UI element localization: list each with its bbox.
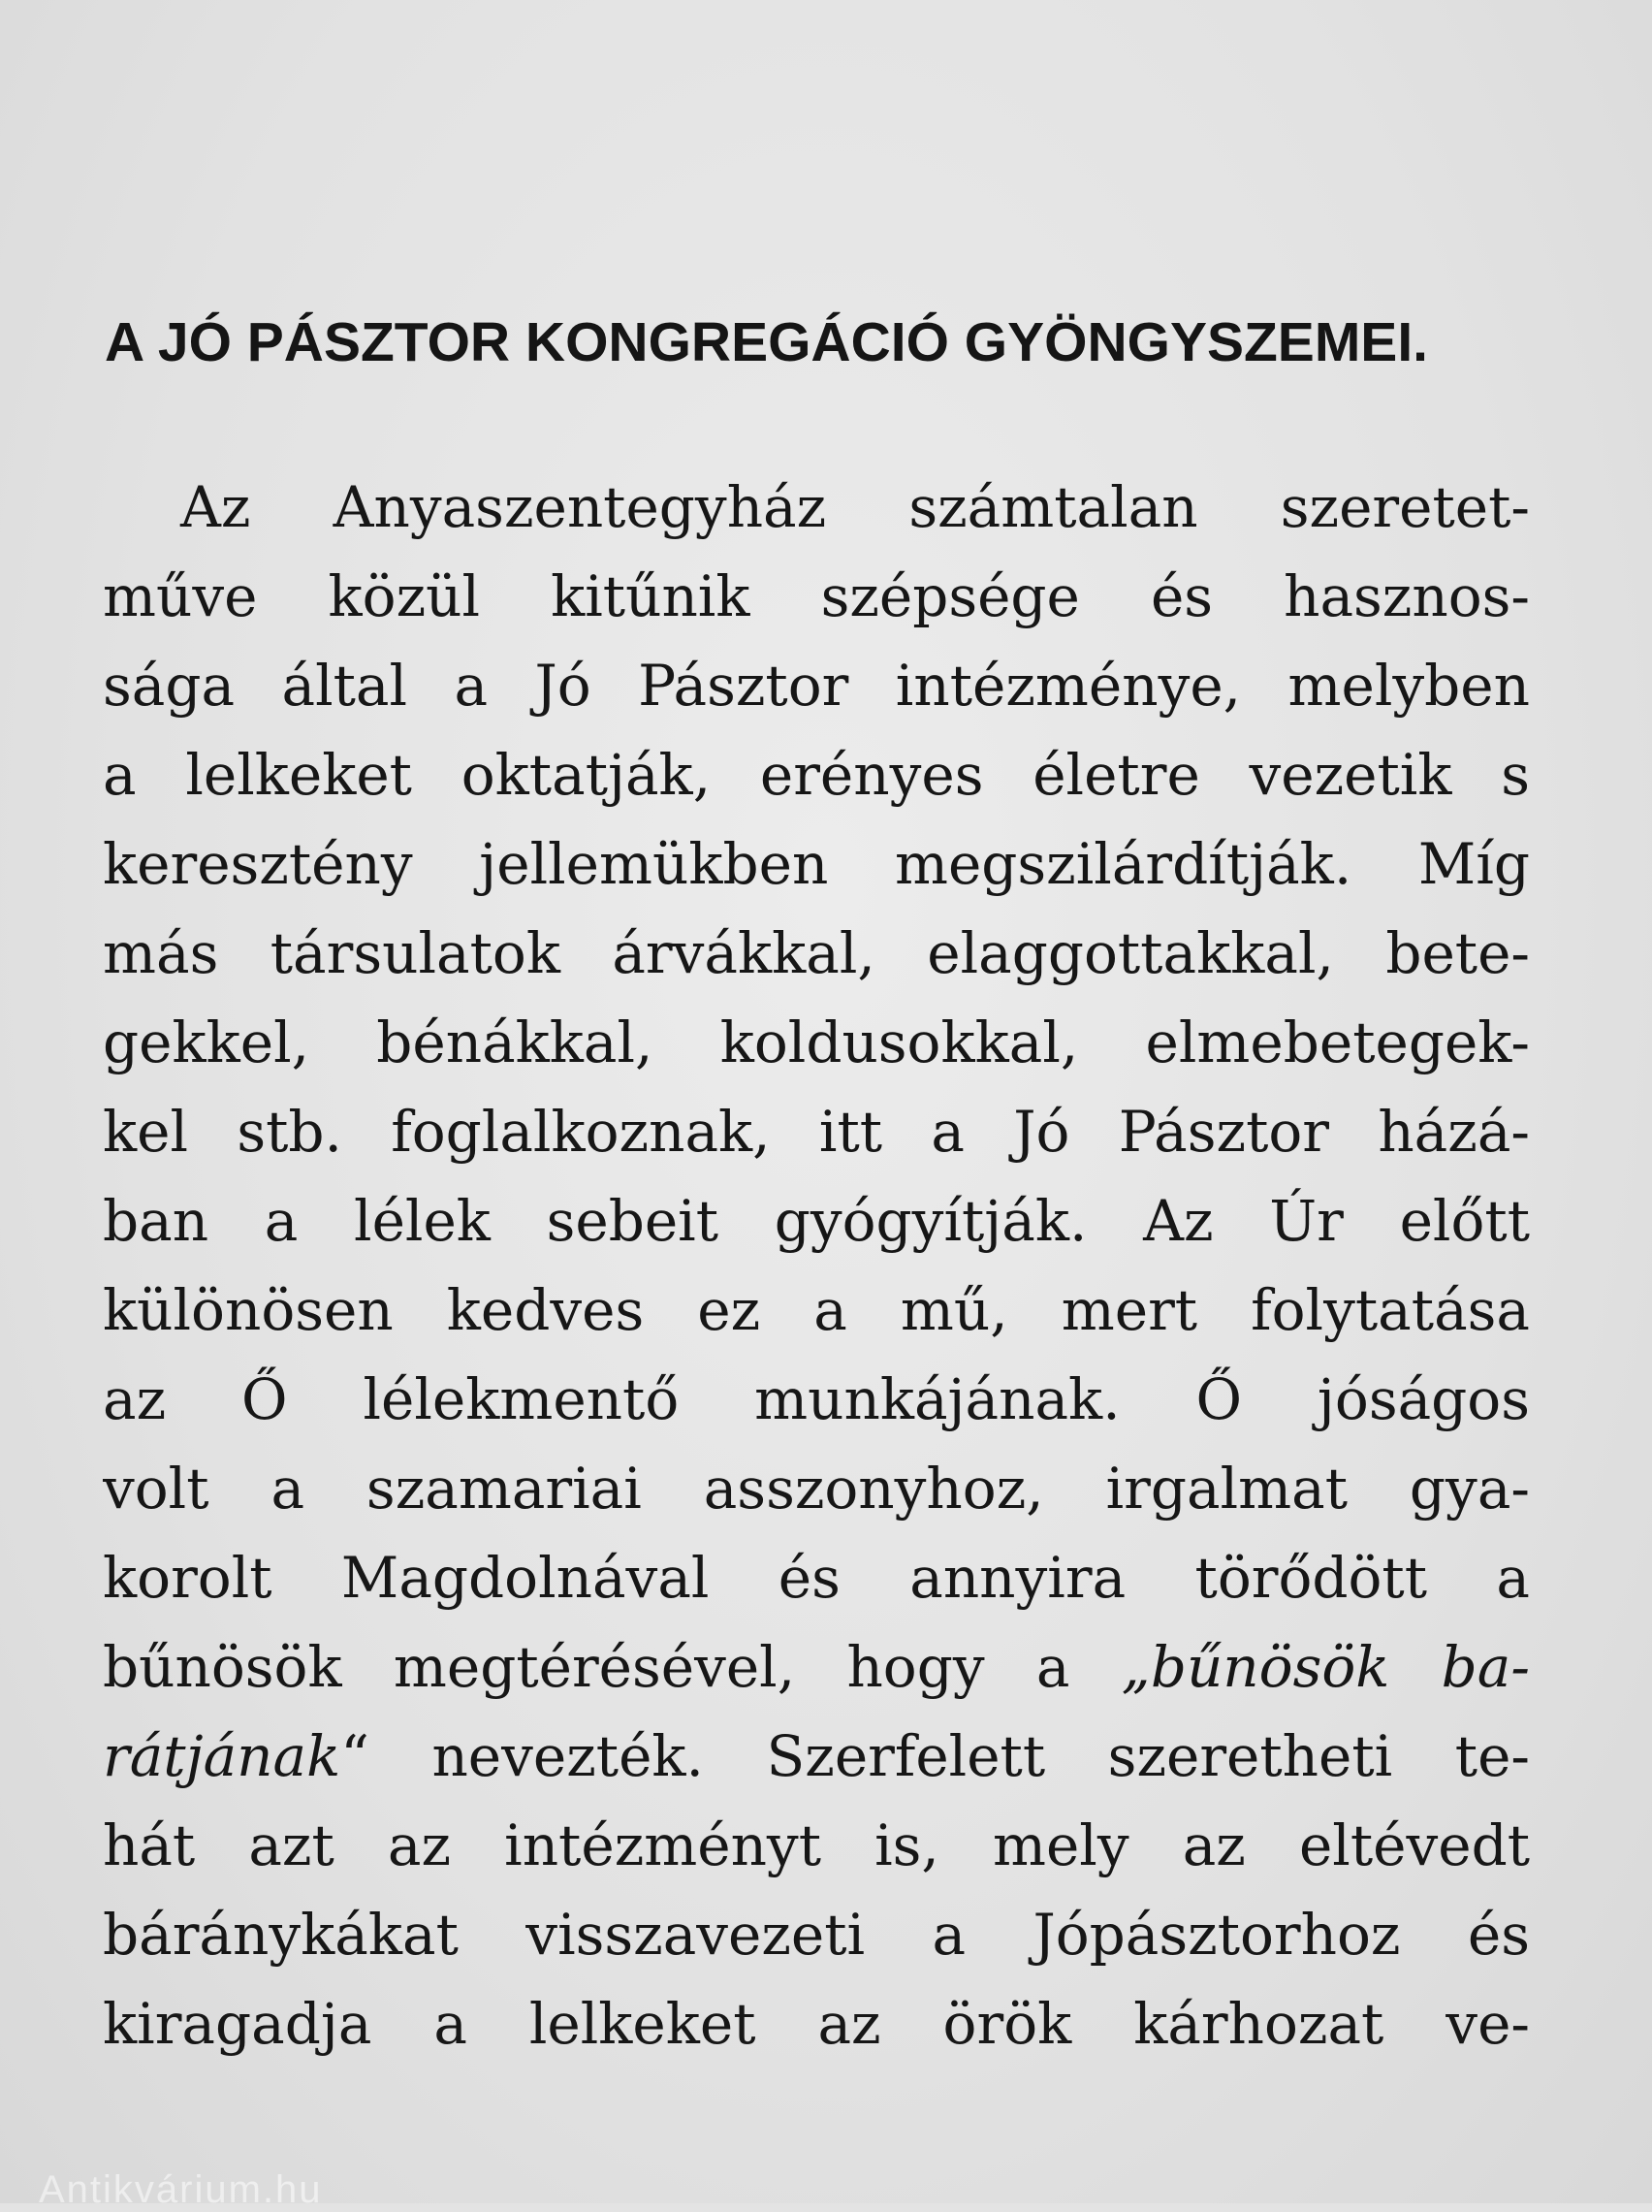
- text-line: ban a lélek sebeit gyógyítják. Az Úr előtt: [103, 1188, 1530, 1254]
- text-line: hát azt az intézményt is, mely az eltévedt: [103, 1812, 1530, 1878]
- text-line: kel stb. foglalkoznak, itt a Jó Pásztor házá-: [103, 1099, 1530, 1165]
- text-line: [103, 1712, 1530, 1801]
- text-line: műve közül kitűnik szépsége és hasznos-: [103, 563, 1530, 629]
- text-segment: “ nevezték. Szerfelett szeretheti te-: [340, 1723, 1530, 1789]
- italic-quote: „bűnösök ba-: [1121, 1634, 1530, 1700]
- watermark: Antikvárium.hu: [39, 2168, 323, 2211]
- text-line: különösen kedves ez a mű, mert folytatása: [103, 1277, 1530, 1343]
- text-line: gekkel, bénákkal, koldusokkal, elmebetegek-: [103, 1010, 1530, 1075]
- text-line: [103, 1622, 1530, 1712]
- text-line: keresztény jellemükben megszilárdítják. Míg: [103, 831, 1530, 897]
- italic-quote: rátjának: [103, 1723, 341, 1789]
- text-line: más társulatok árvákkal, elaggottakkal, bete-: [103, 920, 1530, 986]
- text-line: volt a szamariai asszonyhoz, irgalmat gya-: [103, 1456, 1530, 1522]
- text-line: korolt Magdolnával és annyira törődött a: [103, 1545, 1530, 1611]
- text-line: báránykákat visszavezeti a Jópásztorhoz és: [103, 1902, 1530, 1968]
- text-line: Az Anyaszentegyház számtalan szeretet-: [180, 474, 1530, 540]
- body-text: [103, 463, 1530, 2068]
- text-segment: bűnösök megtérésével, hogy a: [103, 1634, 1122, 1700]
- text-line: a lelkeket oktatják, erényes életre vezetik s: [103, 742, 1530, 808]
- text-line: az Ő lélekmentő munkájának. Ő jóságos: [103, 1366, 1530, 1432]
- text-line: kiragadja a lelkeket az örök kárhozat ve-: [103, 1991, 1530, 2057]
- page-title: A JÓ PÁSZTOR KONGREGÁCIÓ GYÖNGYSZEMEI.: [105, 311, 1428, 373]
- text-line: sága által a Jó Pásztor intézménye, melyben: [103, 653, 1530, 719]
